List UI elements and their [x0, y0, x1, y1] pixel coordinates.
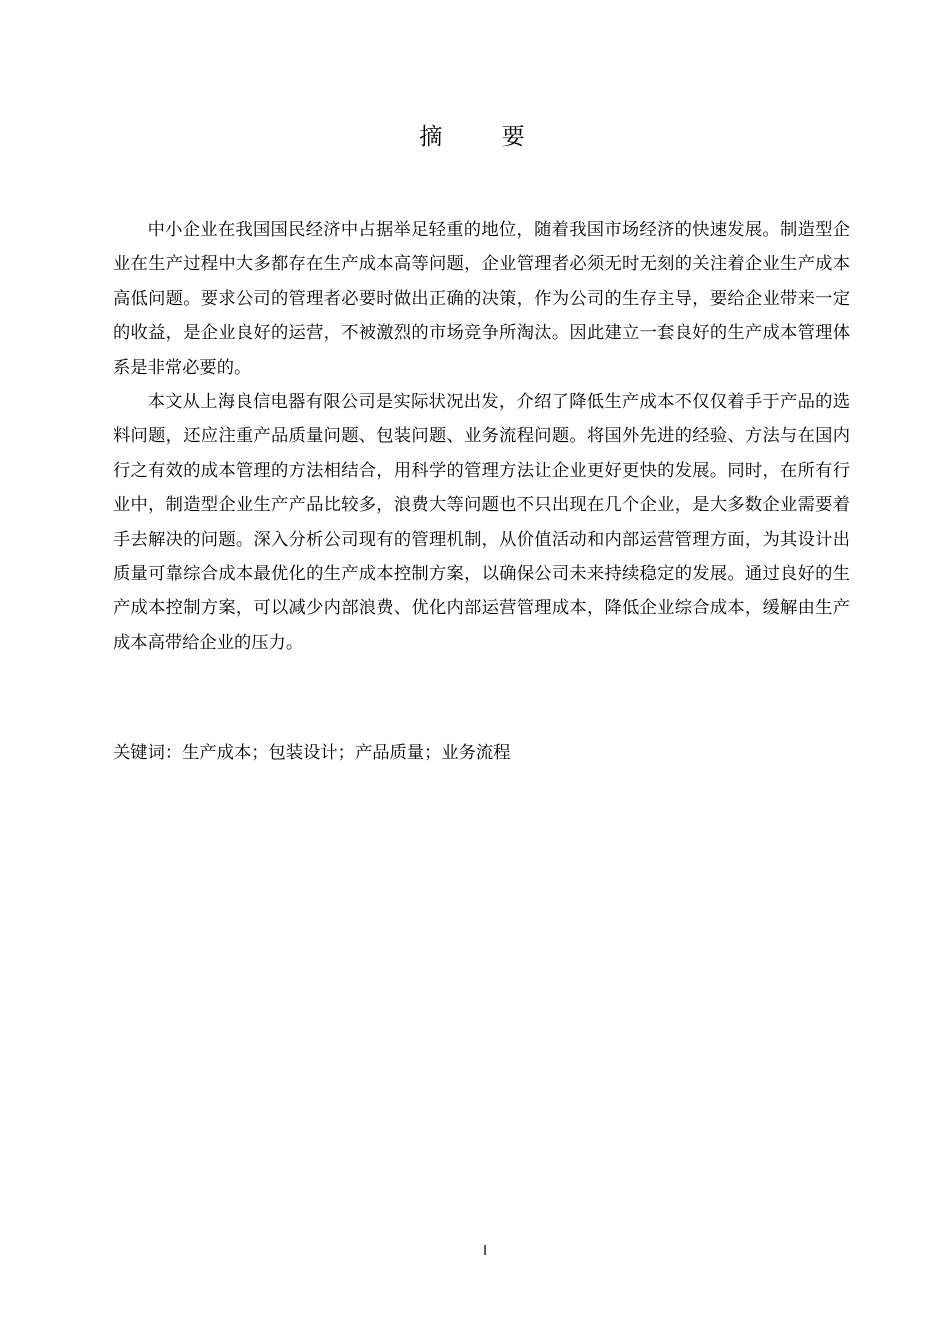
- abstract-body: [113, 213, 850, 660]
- keywords-line: 关键词：生产成本；包装设计；产品质量；业务流程: [113, 743, 511, 763]
- page-title: 摘 要: [419, 124, 551, 150]
- abstract-paragraph-2: 本文从上海良信电器有限公司是实际状况出发，介绍了降低生产成本不仅仅着手于产品的选料问题，还应注重产品质量问题、包装问题、业务流程问题。将国外先进的经验、方法与在国内行之有效的成本管理的方法相结合，用科学的管理方法让企业更好更快的发展。同时，在所有行业中，制造型企业生产产品比较多，浪费大等问题也不只出现在几个企业，是大多数企业需要着手去解决的问题。深入分析公司现有的管理机制，从价值活动和内部运营管理方面，为其设计出质量可靠综合成本最优化的生产成本控制方案，以确保公司未来持续稳定的发展。通过良好的生产成本控制方案，可以减少内部浪费、优化内部运营管理成本，降低企业综合成本，缓解由生产成本高带给企业的压力。: [113, 392, 850, 653]
- abstract-paragraph-1: 中小企业在我国国民经济中占据举足轻重的地位，随着我国市场经济的快速发展。制造型企业在生产过程中大多都存在生产成本高等问题，企业管理者必须无时无刻的关注着企业生产成本高低问题。要求公司的管理者必要时做出正确的决策，作为公司的生存主导，要给企业带来一定的收益，是企业良好的运营，不被激烈的市场竞争所淘汰。因此建立一套良好的生产成本管理体系是非常必要的。: [113, 220, 850, 378]
- page-number: I: [483, 1244, 487, 1259]
